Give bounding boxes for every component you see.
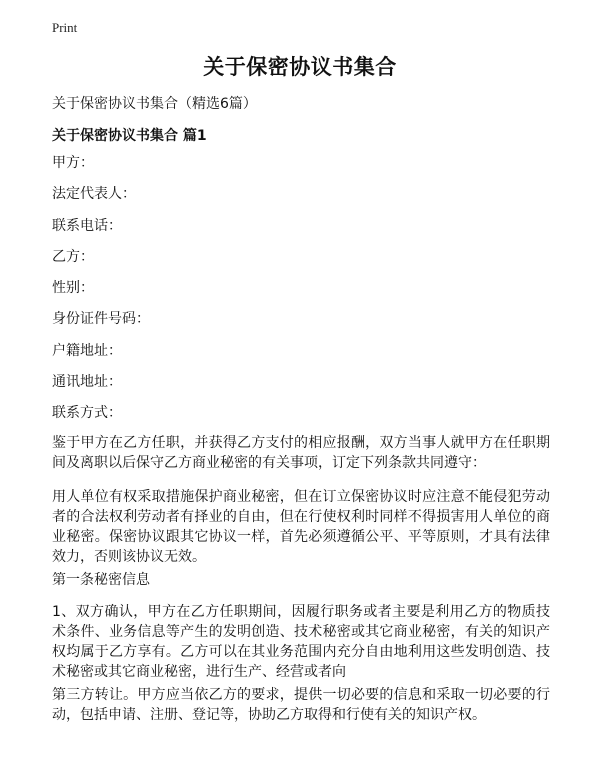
field-party-b: 乙方：	[52, 248, 94, 265]
document-subtitle: 关于保密协议书集合（精选6篇）	[52, 96, 257, 112]
paragraph-preamble: 鉴于甲方在乙方任职，并获得乙方支付的相应报酬，双方当事人就甲方在任职期间及离职以后保守乙方商业秘密的有关事项，订定下列条款共同遵守：	[52, 435, 550, 471]
paragraph-article-one-heading: 第一条秘密信息	[52, 572, 150, 588]
field-gender: 性别：	[52, 280, 94, 297]
paragraph-clause-one: 1、双方确认，甲方在乙方任职期间，因履行职务或者主要是利用乙方的物质技术条件、业务信息等产生的发明创造、技术秘密或其它商业秘密，有关的知识产权均属于乙方享有。乙方可以在其业务范围内充分自由地利用这些发明创造、技术秘密或其它商业秘密，进行生产、经营或者向	[52, 604, 550, 680]
section-heading: 关于保密协议书集合 篇1	[52, 128, 207, 144]
party-field-list	[52, 154, 150, 436]
paragraph-clause-transfer: 第三方转让。甲方应当依乙方的要求，提供一切必要的信息和采取一切必要的行动，包括申请、注册、登记等，协助乙方取得和行使有关的知识产权。	[52, 687, 550, 723]
field-phone: 联系电话：	[52, 217, 122, 234]
document-title: 关于保密协议书集合	[203, 55, 397, 79]
print-link[interactable]: Print	[52, 20, 78, 35]
field-party-a: 甲方：	[52, 155, 94, 171]
paragraph-employer-rights: 用人单位有权采取措施保护商业秘密，但在订立保密协议时应注意不能侵犯劳动者的合法权利劳动者有择业的自由，但在行使权利时同样不得损害用人单位的商业秘密。保密协议跟其它协议一样，首先必须遵循公平、平等原则，才具有法律效力，否则该协议无效。	[52, 489, 550, 565]
field-household-address: 户籍地址：	[52, 342, 122, 359]
field-mailing-address: 通讯地址：	[52, 374, 122, 391]
field-contact: 联系方式：	[52, 405, 122, 422]
field-id-number: 身份证件号码：	[52, 311, 150, 328]
field-legal-representative: 法定代表人：	[52, 186, 136, 203]
